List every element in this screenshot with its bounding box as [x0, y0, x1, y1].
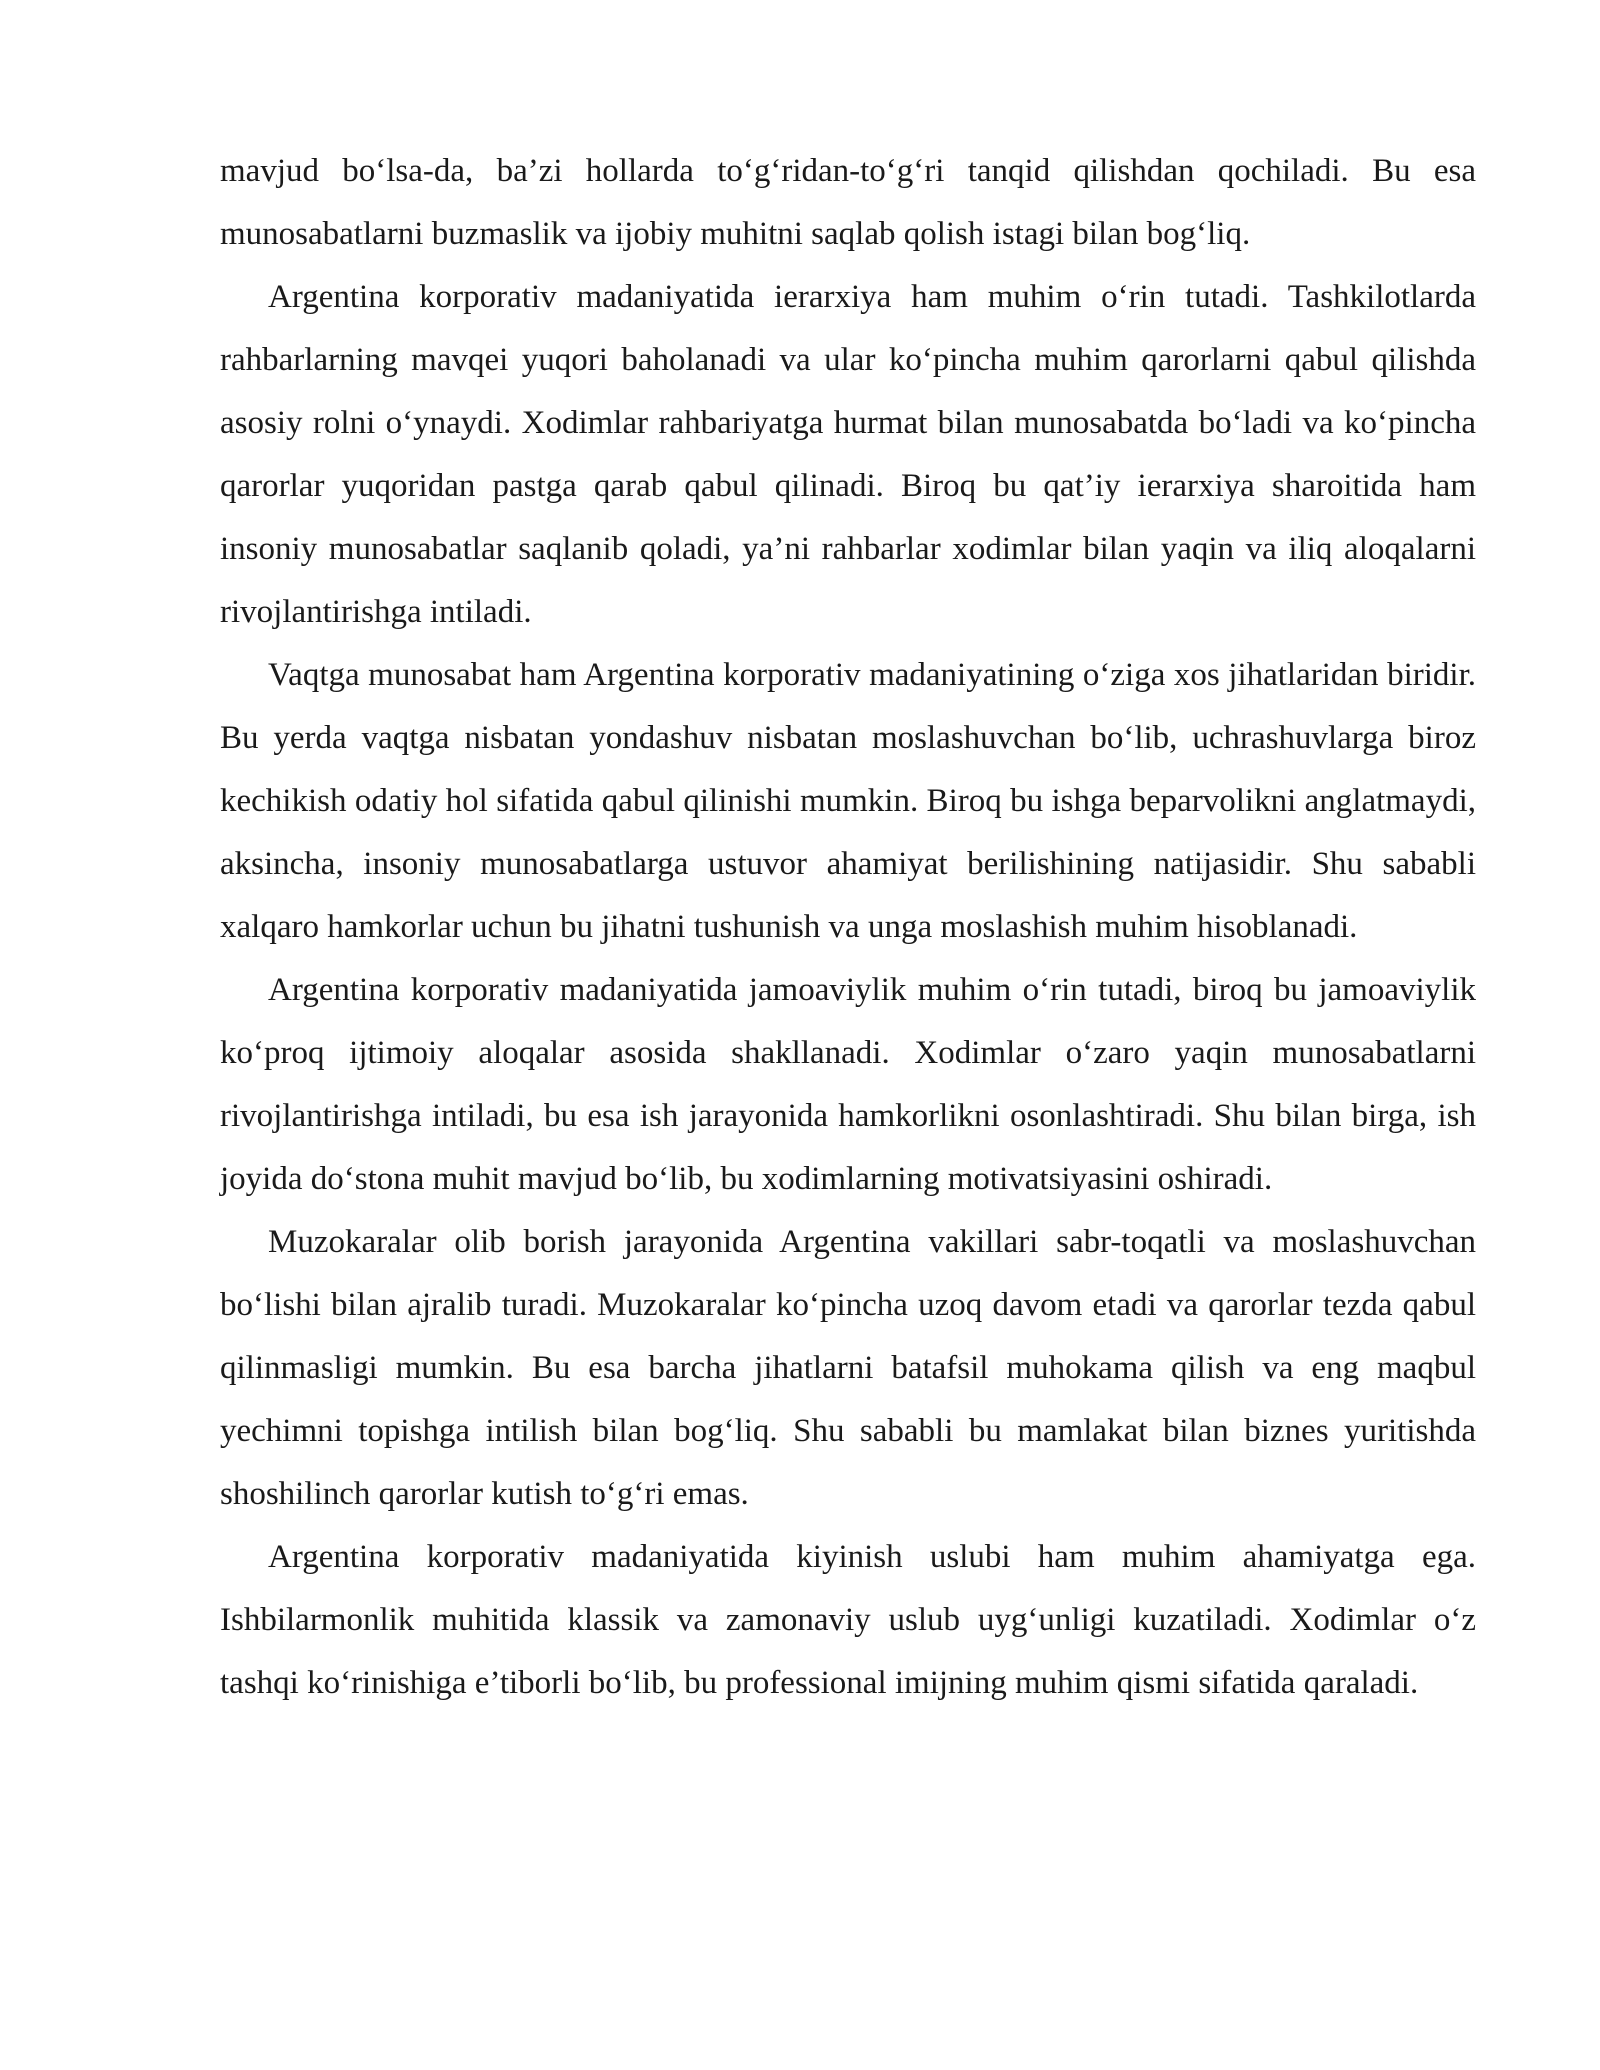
paragraph-negotiations: Muzokaralar olib borish jarayonida Argentina vakillari sabr-toqatli va moslashuvchan bo‘lishi bilan ajralib turadi. Muzokaralar ko‘pincha uzoq davom etadi va qarorlar tezda qabul qilinmasligi mumkin. Bu esa barcha jihatlarni batafsil muhokama qilish va eng maqbul yechimni topishga intilish bilan bog‘liq. Shu sababli bu mamlakat bilan biznes yuritishda shoshilinch qarorlar kutish to‘g‘ri emas. [220, 1224, 1476, 1512]
paragraph-time-attitude: Vaqtga munosabat ham Argentina korporativ madaniyatining o‘ziga xos jihatlaridan biridir. Bu yerda vaqtga nisbatan yondashuv nisbatan moslashuvchan bo‘lib, uchrashuvlarga biroz kechikish odatiy hol sifatida qabul qilinishi mumkin. Biroq bu ishga beparvolikni anglatmaydi, aksincha, insoniy munosabatlarga ustuvor ahamiyat berilishining natijasidir. Shu sababli xalqaro hamkorlar uchun bu jihatni tushunish va unga moslashish muhim hisoblanadi. [220, 657, 1476, 945]
paragraph-dress-code: Argentina korporativ madaniyatida kiyinish uslubi ham muhim ahamiyatga ega. Ishbilarmonlik muhitida klassik va zamonaviy uslub uyg‘unligi kuzatiladi. Xodimlar o‘z tashqi ko‘rinishiga e’tiborli bo‘lib, bu professional imijning muhim qismi sifatida qaraladi. [220, 1539, 1476, 1701]
paragraph-hierarchy: Argentina korporativ madaniyatida ierarxiya ham muhim o‘rin tutadi. Tashkilotlarda rahbarlarning mavqei yuqori baholanadi va ular ko‘pincha muhim qarorlarni qabul qilishda asosiy rolni o‘ynaydi. Xodimlar rahbariyatga hurmat bilan munosabatda bo‘ladi va ko‘pincha qarorlar yuqoridan pastga qarab qabul qilinadi. Biroq bu qat’iy ierarxiya sharoitida ham insoniy munosabatlar saqlanib qoladi, ya’ni rahbarlar xodimlar bilan yaqin va iliq aloqalarni rivojlantirishga intiladi. [220, 279, 1476, 630]
paragraph-continuation: mavjud bo‘lsa-da, ba’zi hollarda to‘g‘ridan-to‘g‘ri tanqid qilishdan qochiladi. Bu esa munosabatlarni buzmaslik va ijobiy muhitni saqlab qolish istagi bilan bog‘liq. [220, 153, 1476, 252]
document-page [220, 140, 1476, 1715]
paragraph-collectivism: Argentina korporativ madaniyatida jamoaviylik muhim o‘rin tutadi, biroq bu jamoaviylik ko‘proq ijtimoiy aloqalar asosida shakllanadi. Xodimlar o‘zaro yaqin munosabatlarni rivojlantirishga intiladi, bu esa ish jarayonida hamkorlikni osonlashtiradi. Shu bilan birga, ish joyida do‘stona muhit mavjud bo‘lib, bu xodimlarning motivatsiyasini oshiradi. [220, 972, 1476, 1197]
